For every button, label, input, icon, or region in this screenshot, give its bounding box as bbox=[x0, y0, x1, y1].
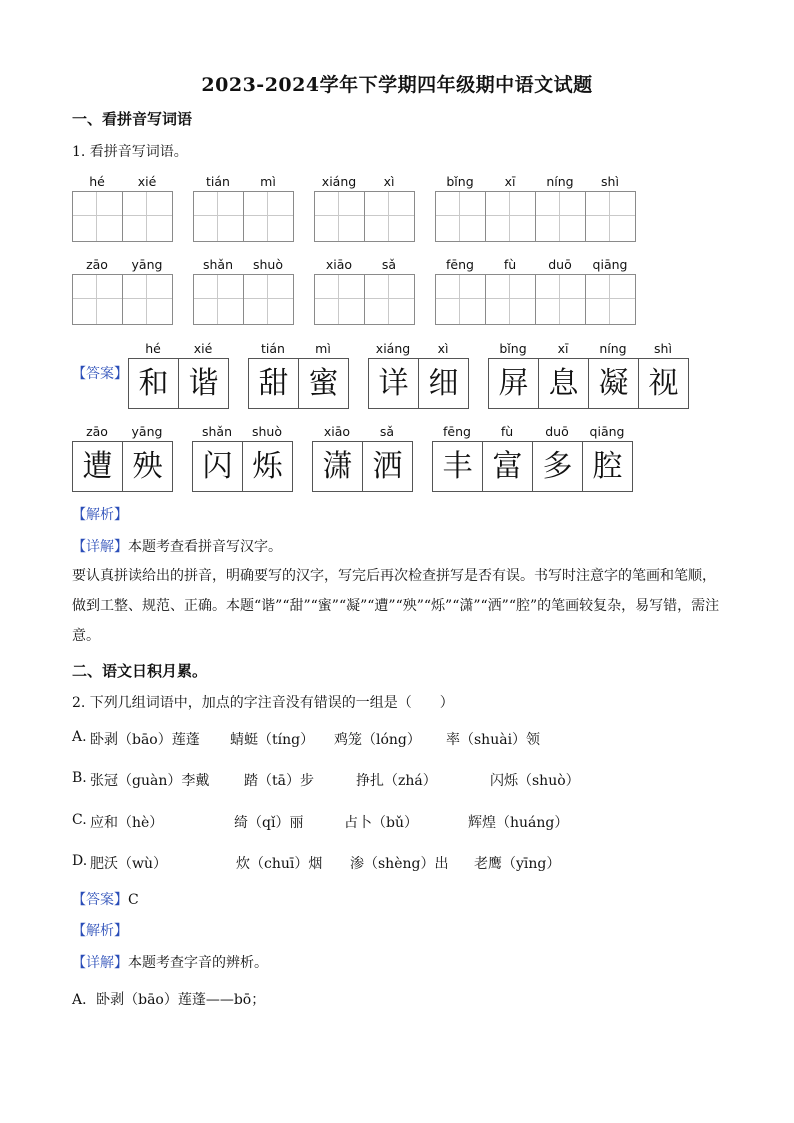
option-item: 卧剥（bāo）莲蓬 bbox=[90, 732, 200, 748]
pinyin-label: fù bbox=[503, 257, 517, 272]
pinyin-label: shuò bbox=[252, 257, 283, 272]
pinyin-label: shǎn bbox=[201, 424, 233, 439]
writing-box bbox=[243, 191, 294, 242]
pinyin-label: bǐng bbox=[499, 341, 527, 356]
analysis-label-1: 【解析】 bbox=[72, 507, 128, 523]
answer-line-2 bbox=[72, 889, 139, 909]
option-item: 蜻蜓（tíng） bbox=[230, 732, 315, 748]
answer-value: C bbox=[128, 892, 139, 908]
option-item: 闪烁（shuò） bbox=[490, 773, 580, 789]
writing-box bbox=[193, 274, 244, 325]
pinyin-label: xié bbox=[137, 174, 157, 189]
answer-char: 丰 bbox=[432, 441, 483, 492]
answer-char: 潇 bbox=[312, 441, 363, 492]
detail-label: 【详解】 bbox=[72, 539, 128, 555]
detail-text: 本题考查看拼音写汉字。 bbox=[128, 539, 282, 555]
option-key: D. bbox=[72, 853, 88, 869]
pinyin-label: qiāng bbox=[592, 257, 628, 272]
writing-box bbox=[122, 274, 173, 325]
pinyin-label: xī bbox=[557, 341, 569, 356]
writing-box bbox=[314, 191, 365, 242]
writing-box bbox=[435, 191, 486, 242]
writing-box bbox=[364, 191, 415, 242]
option-item: 踏（tā）步 bbox=[244, 773, 314, 789]
pinyin-label: hé bbox=[89, 174, 105, 189]
option-item: 鸡笼（lóng） bbox=[334, 732, 421, 748]
answer-char: 洒 bbox=[362, 441, 413, 492]
pinyin-label: qiāng bbox=[589, 424, 625, 439]
pinyin-label: xì bbox=[437, 341, 449, 356]
pinyin-label: xié bbox=[193, 341, 213, 356]
pinyin-label: shì bbox=[601, 174, 619, 189]
option-item: 老鹰（yīng） bbox=[474, 856, 561, 872]
analysis-label-2: 【解析】 bbox=[72, 923, 128, 939]
page-title: 2023-2024学年下学期四年级期中语文试题 bbox=[201, 74, 593, 96]
writing-box bbox=[243, 274, 294, 325]
pinyin-label: xiāo bbox=[325, 257, 353, 272]
pinyin-label: xī bbox=[504, 174, 516, 189]
answer-char: 腔 bbox=[582, 441, 633, 492]
pinyin-label: xiáng bbox=[375, 341, 411, 356]
option-key: B. bbox=[72, 770, 87, 786]
writing-box bbox=[72, 274, 123, 325]
pinyin-label: yāng bbox=[131, 257, 163, 272]
pinyin-label: hé bbox=[145, 341, 161, 356]
answer-char: 遭 bbox=[72, 441, 123, 492]
pinyin-label: mì bbox=[315, 341, 331, 356]
answer-char: 视 bbox=[638, 358, 689, 409]
writing-box bbox=[364, 274, 415, 325]
pinyin-label: tián bbox=[206, 174, 230, 189]
option-item: 绮（qǐ）丽 bbox=[234, 815, 304, 831]
pinyin-label: zāo bbox=[86, 424, 108, 439]
writing-box bbox=[122, 191, 173, 242]
answer-char: 殃 bbox=[122, 441, 173, 492]
pinyin-label: níng bbox=[546, 174, 574, 189]
answer-char: 和 bbox=[128, 358, 179, 409]
answer-label-1: 【答案】 bbox=[72, 366, 128, 382]
writing-box bbox=[485, 191, 536, 242]
pinyin-label: zāo bbox=[86, 257, 108, 272]
section-heading-1: 一、看拼音写词语 bbox=[72, 110, 193, 128]
pinyin-label: xiāo bbox=[323, 424, 351, 439]
pinyin-label: fù bbox=[500, 424, 514, 439]
pinyin-label: duō bbox=[545, 424, 569, 439]
pinyin-label: bǐng bbox=[446, 174, 474, 189]
writing-box bbox=[193, 191, 244, 242]
writing-box bbox=[585, 191, 636, 242]
writing-box bbox=[485, 274, 536, 325]
option-item: 肥沃（wù） bbox=[90, 856, 167, 872]
detail-text: 本题考查字音的辨析。 bbox=[128, 955, 268, 971]
question-1-stem: 1. 看拼音写词语。 bbox=[72, 144, 188, 160]
answer-char: 富 bbox=[482, 441, 533, 492]
section-heading-2: 二、语文日积月累。 bbox=[72, 662, 208, 680]
pinyin-label: duō bbox=[548, 257, 572, 272]
pinyin-label: sǎ bbox=[381, 257, 397, 272]
option-item: 炊（chuī）烟 bbox=[236, 856, 323, 872]
option-item: 占卜（bǔ） bbox=[344, 815, 418, 831]
answer-char: 谐 bbox=[178, 358, 229, 409]
option-item: 挣扎（zhá） bbox=[356, 773, 437, 789]
answer-label: 【答案】 bbox=[72, 892, 128, 908]
note-option-a: A．卧剥（bāo）莲蓬——bō； bbox=[72, 992, 266, 1008]
writing-box bbox=[585, 274, 636, 325]
writing-box bbox=[314, 274, 365, 325]
answer-char: 烁 bbox=[242, 441, 293, 492]
answer-char: 蜜 bbox=[298, 358, 349, 409]
detail-line-2 bbox=[72, 952, 268, 972]
answer-char: 多 bbox=[532, 441, 583, 492]
answer-char: 细 bbox=[418, 358, 469, 409]
answer-char: 屏 bbox=[488, 358, 539, 409]
writing-box bbox=[535, 191, 586, 242]
question-2-stem: 2. 下列几组词语中，加点的字注音没有错误的一组是（ ） bbox=[72, 695, 454, 711]
pinyin-label: tián bbox=[261, 341, 285, 356]
answer-char: 详 bbox=[368, 358, 419, 409]
answer-char: 闪 bbox=[192, 441, 243, 492]
option-item: 辉煌（huáng） bbox=[468, 815, 569, 831]
pinyin-label: shuò bbox=[251, 424, 282, 439]
answer-char: 息 bbox=[538, 358, 589, 409]
writing-box bbox=[435, 274, 486, 325]
option-item: 张冠（guàn）李戴 bbox=[90, 773, 210, 789]
pinyin-label: xiáng bbox=[321, 174, 357, 189]
answer-char: 甜 bbox=[248, 358, 299, 409]
detail-label: 【详解】 bbox=[72, 955, 128, 971]
option-item: 应和（hè） bbox=[90, 815, 164, 831]
pinyin-label: sǎ bbox=[379, 424, 395, 439]
pinyin-label: mì bbox=[260, 174, 276, 189]
detail-line-1 bbox=[72, 536, 282, 556]
pinyin-label: fēng bbox=[446, 257, 474, 272]
writing-box bbox=[535, 274, 586, 325]
option-item: 率（shuài）领 bbox=[446, 732, 541, 748]
option-key: A. bbox=[72, 729, 87, 745]
pinyin-label: yāng bbox=[131, 424, 163, 439]
option-item: 渗（shèng）出 bbox=[350, 856, 449, 872]
pinyin-label: níng bbox=[599, 341, 627, 356]
writing-box bbox=[72, 191, 123, 242]
pinyin-label: shǎn bbox=[202, 257, 234, 272]
answer-char: 凝 bbox=[588, 358, 639, 409]
pinyin-label: shì bbox=[654, 341, 672, 356]
option-key: C. bbox=[72, 812, 87, 828]
pinyin-label: xì bbox=[383, 174, 395, 189]
explanation-paragraph: 要认真拼读给出的拼音，明确要写的汉字，写完后再次检查拼写是否有误。书写时注意字的笔画和笔顺，做到工整、规范、正确。本题“谐”“甜”“蜜”“凝”“遭”“殃”“烁”“潇”“洒”“腔”的笔画较复杂，易写错，需注意。 bbox=[72, 568, 720, 644]
pinyin-label: fēng bbox=[443, 424, 471, 439]
